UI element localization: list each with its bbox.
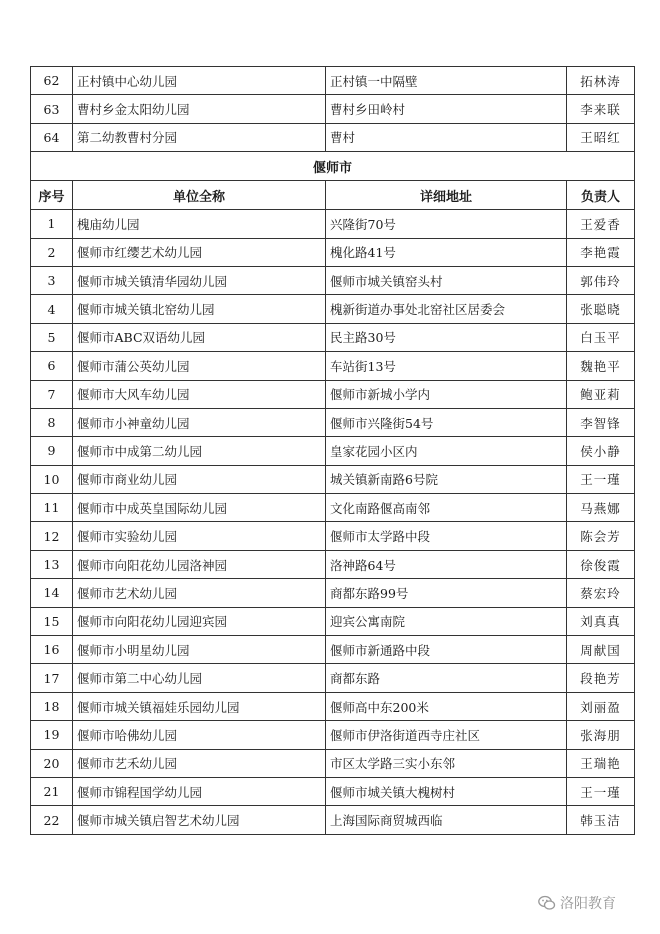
- table-row: [31, 95, 635, 123]
- table-row: [31, 295, 635, 323]
- row-name: 槐庙幼儿园: [73, 210, 326, 238]
- row-number: 62: [31, 67, 73, 95]
- row-address: 偃师市城关镇窑头村: [326, 266, 567, 294]
- table-row: [31, 238, 635, 266]
- table-row: [31, 692, 635, 720]
- table-row: [31, 721, 635, 749]
- row-address: 迎宾公寓南院: [326, 607, 567, 635]
- row-person: 蔡宏玲: [567, 579, 635, 607]
- row-address: 偃师市兴隆街54号: [326, 408, 567, 436]
- row-number: 1: [31, 210, 73, 238]
- header-row: [31, 181, 635, 210]
- table-row: [31, 437, 635, 465]
- table-row: [31, 123, 635, 151]
- row-number: 21: [31, 777, 73, 805]
- row-number: 5: [31, 323, 73, 351]
- row-number: 6: [31, 352, 73, 380]
- row-name: 偃师市商业幼儿园: [73, 465, 326, 493]
- row-person: 拓林涛: [567, 67, 635, 95]
- row-address: 曹村: [326, 123, 567, 151]
- row-number: 15: [31, 607, 73, 635]
- row-number: 12: [31, 522, 73, 550]
- row-name: 偃师市城关镇福娃乐园幼儿园: [73, 692, 326, 720]
- header-person: 负责人: [567, 181, 635, 210]
- row-name: 偃师市中成英皇国际幼儿园: [73, 494, 326, 522]
- table-row: [31, 522, 635, 550]
- row-name: 偃师市锦程国学幼儿园: [73, 777, 326, 805]
- row-name: 偃师市城关镇启智艺术幼儿园: [73, 806, 326, 834]
- table-row: [31, 607, 635, 635]
- row-name: 偃师市向阳花幼儿园洛神园: [73, 550, 326, 578]
- row-person: 李来联: [567, 95, 635, 123]
- row-address: 兴隆街70号: [326, 210, 567, 238]
- row-number: 4: [31, 295, 73, 323]
- row-number: 3: [31, 266, 73, 294]
- table-row: [31, 664, 635, 692]
- row-number: 18: [31, 692, 73, 720]
- row-name: 偃师市大风车幼儿园: [73, 380, 326, 408]
- header-no: 序号: [31, 181, 73, 210]
- row-number: 16: [31, 636, 73, 664]
- row-address: 民主路30号: [326, 323, 567, 351]
- section-header: [31, 152, 635, 210]
- table-row: [31, 777, 635, 805]
- row-address: 偃师市城关镇大槐树村: [326, 777, 567, 805]
- row-person: 韩玉洁: [567, 806, 635, 834]
- row-address: 商都东路99号: [326, 579, 567, 607]
- row-name: 曹村乡金太阳幼儿园: [73, 95, 326, 123]
- row-address: 槐化路41号: [326, 238, 567, 266]
- row-number: 7: [31, 380, 73, 408]
- top-rows: [31, 67, 635, 152]
- row-address: 商都东路: [326, 664, 567, 692]
- row-person: 白玉平: [567, 323, 635, 351]
- table-row: [31, 806, 635, 834]
- row-person: 马燕娜: [567, 494, 635, 522]
- wechat-icon: [538, 895, 556, 911]
- row-address: 偃师市新通路中段: [326, 636, 567, 664]
- row-address: 皇家花园小区内: [326, 437, 567, 465]
- table-row: [31, 380, 635, 408]
- row-name: 第二幼教曹村分园: [73, 123, 326, 151]
- header-address: 详细地址: [326, 181, 567, 210]
- table-row: [31, 408, 635, 436]
- row-address: 偃师市太学路中段: [326, 522, 567, 550]
- row-person: 刘真真: [567, 607, 635, 635]
- row-person: 王瑞艳: [567, 749, 635, 777]
- header-name: 单位全称: [73, 181, 326, 210]
- row-address: 正村镇一中隔壁: [326, 67, 567, 95]
- main-rows: [31, 210, 635, 835]
- row-name: 偃师市艺术幼儿园: [73, 579, 326, 607]
- table-row: [31, 323, 635, 351]
- row-number: 8: [31, 408, 73, 436]
- row-person: 李艳霞: [567, 238, 635, 266]
- row-name: 偃师市向阳花幼儿园迎宾园: [73, 607, 326, 635]
- section-title-row: [31, 152, 635, 181]
- row-person: 王一瑾: [567, 777, 635, 805]
- row-name: 偃师市中成第二幼儿园: [73, 437, 326, 465]
- row-person: 鲍亚莉: [567, 380, 635, 408]
- row-number: 17: [31, 664, 73, 692]
- row-name: 正村镇中心幼儿园: [73, 67, 326, 95]
- watermark-text: 洛阳教育: [560, 896, 616, 912]
- row-number: 10: [31, 465, 73, 493]
- row-name: 偃师市城关镇北窑幼儿园: [73, 295, 326, 323]
- row-person: 周献国: [567, 636, 635, 664]
- row-name: 偃师市小神童幼儿园: [73, 408, 326, 436]
- table-row: [31, 210, 635, 238]
- row-number: 19: [31, 721, 73, 749]
- row-address: 偃师市伊洛街道西寺庄社区: [326, 721, 567, 749]
- row-name: 偃师市哈佛幼儿园: [73, 721, 326, 749]
- row-address: 洛神路64号: [326, 550, 567, 578]
- row-name: 偃师市小明星幼儿园: [73, 636, 326, 664]
- row-address: 上海国际商贸城西临: [326, 806, 567, 834]
- kindergarten-table: [30, 66, 635, 835]
- row-address: 城关镇新南路6号院: [326, 465, 567, 493]
- row-person: 魏艳平: [567, 352, 635, 380]
- row-person: 张聪晓: [567, 295, 635, 323]
- row-address: 车站街13号: [326, 352, 567, 380]
- row-number: 9: [31, 437, 73, 465]
- table-row: [31, 494, 635, 522]
- table-row: [31, 465, 635, 493]
- watermark: [538, 892, 638, 914]
- row-person: 侯小静: [567, 437, 635, 465]
- row-name: 偃师市红缨艺术幼儿园: [73, 238, 326, 266]
- row-person: 郭伟玲: [567, 266, 635, 294]
- row-name: 偃师市城关镇清华园幼儿园: [73, 266, 326, 294]
- row-number: 20: [31, 749, 73, 777]
- table-row: [31, 266, 635, 294]
- row-number: 11: [31, 494, 73, 522]
- row-address: 曹村乡田岭村: [326, 95, 567, 123]
- table-row: [31, 352, 635, 380]
- table-row: [31, 67, 635, 95]
- row-number: 2: [31, 238, 73, 266]
- row-person: 李智锋: [567, 408, 635, 436]
- row-person: 王爱香: [567, 210, 635, 238]
- row-person: 张海朋: [567, 721, 635, 749]
- row-number: 63: [31, 95, 73, 123]
- row-number: 14: [31, 579, 73, 607]
- row-address: 偃师市新城小学内: [326, 380, 567, 408]
- table-row: [31, 579, 635, 607]
- row-person: 徐俊霞: [567, 550, 635, 578]
- row-address: 市区太学路三实小东邻: [326, 749, 567, 777]
- row-name: 偃师市艺禾幼儿园: [73, 749, 326, 777]
- row-person: 刘丽盈: [567, 692, 635, 720]
- row-number: 13: [31, 550, 73, 578]
- row-name: 偃师市蒲公英幼儿园: [73, 352, 326, 380]
- row-name: 偃师市第二中心幼儿园: [73, 664, 326, 692]
- row-address: 槐新街道办事处北窑社区居委会: [326, 295, 567, 323]
- row-number: 64: [31, 123, 73, 151]
- row-number: 22: [31, 806, 73, 834]
- table-row: [31, 749, 635, 777]
- row-person: 王昭红: [567, 123, 635, 151]
- row-person: 王一瑾: [567, 465, 635, 493]
- table-row: [31, 636, 635, 664]
- row-name: 偃师市实验幼儿园: [73, 522, 326, 550]
- row-address: 文化南路偃高南邻: [326, 494, 567, 522]
- row-person: 段艳芳: [567, 664, 635, 692]
- table-row: [31, 550, 635, 578]
- row-name: 偃师市ABC双语幼儿园: [73, 323, 326, 351]
- row-address: 偃师高中东200米: [326, 692, 567, 720]
- row-person: 陈会芳: [567, 522, 635, 550]
- section-title: 偃师市: [31, 152, 635, 181]
